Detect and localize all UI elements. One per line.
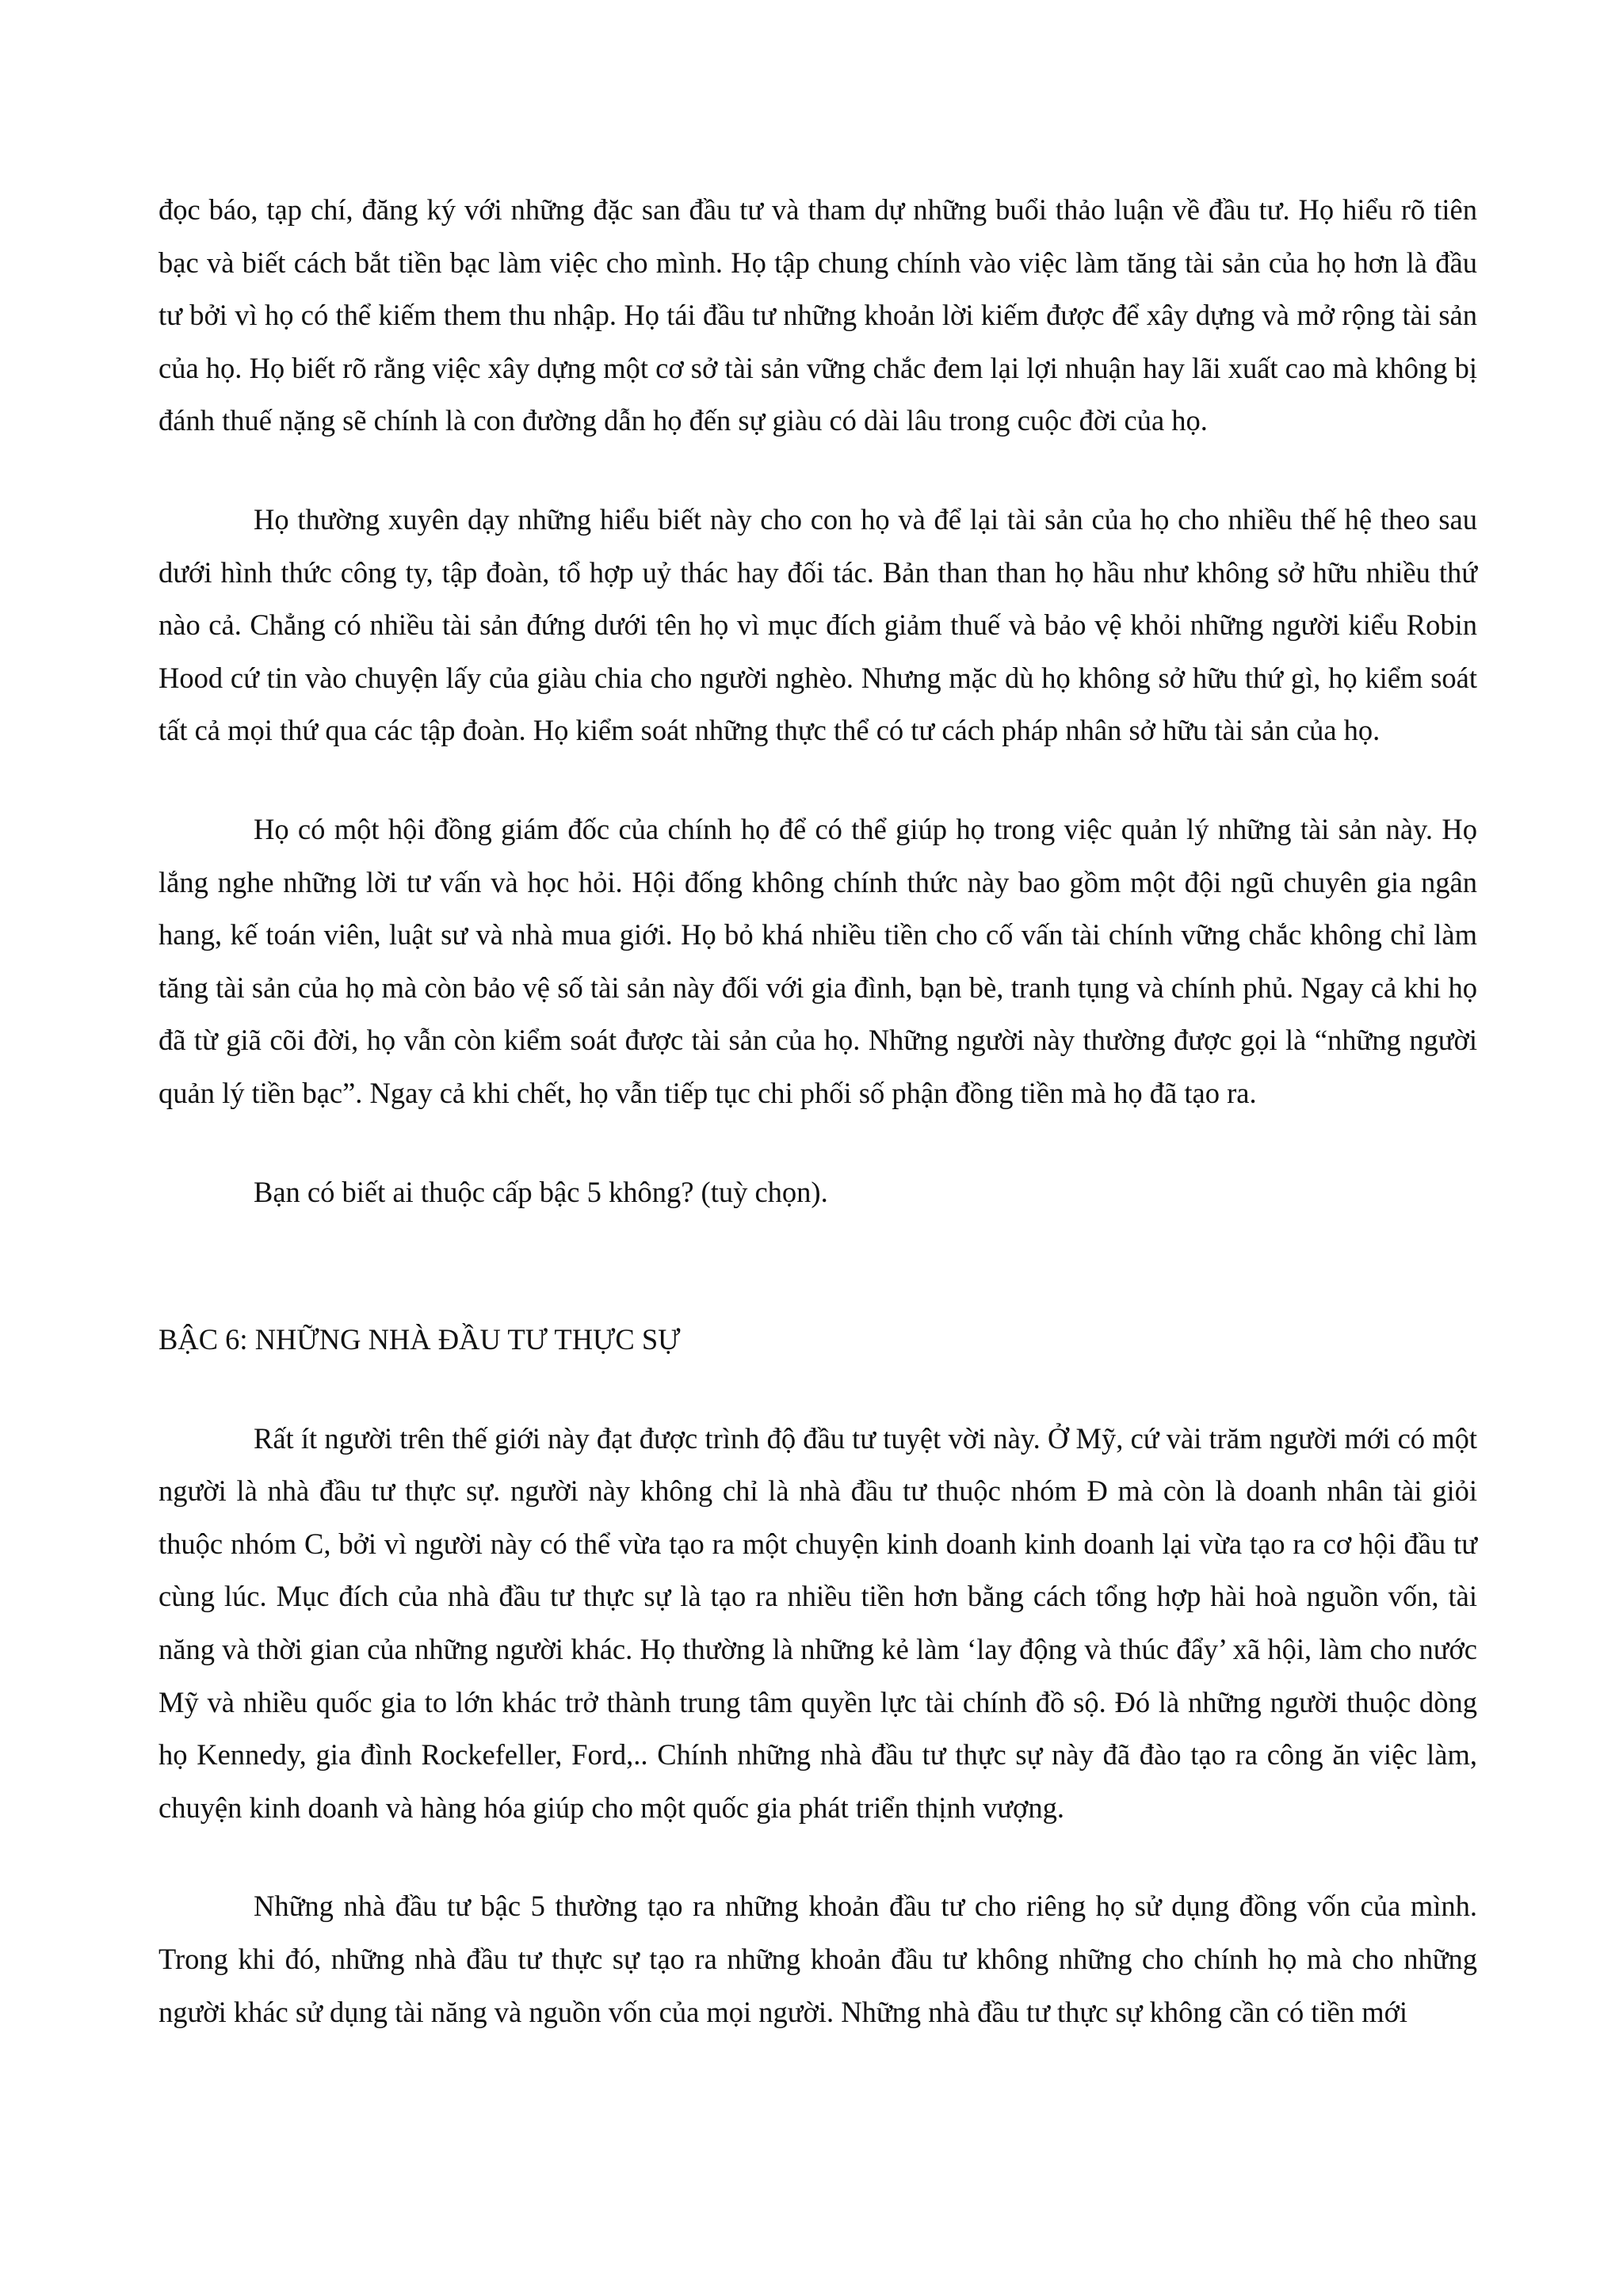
paragraph-level-5-vs-true: Những nhà đầu tư bậc 5 thường tạo ra những khoản đầu tư cho riêng họ sử dụng đồng vốn của mình. Trong khi đó, những nhà đầu tư thực sự tạo ra những khoản đầu tư không những cho chính họ mà cho những người khác sử dụng tài năng và nguồn vốn của mọi người. Những nhà đầu tư thực sự không cần có tiền mới <box>158 1890 1477 2028</box>
paragraph-true-investors: Rất ít người trên thế giới này đạt được trình độ đầu tư tuyệt vời này. Ở Mỹ, cứ vài trăm người mới có một người là nhà đầu tư thực sự. người này không chỉ là nhà đầu tư thuộc nhóm Đ mà còn là doanh nhân tài giỏi thuộc nhóm C, bởi vì người này có thể vừa tạo ra một chuyện kinh doanh kinh doanh lại vừa tạo ra cơ hội đầu tư cùng lúc. Mục đích của nhà đầu tư thực sự là tạo ra nhiều tiền hơn bằng cách tổng hợp hài hoà nguồn vốn, tài năng và thời gian của những người khác. Họ thường là những kẻ làm ‘lay động và thúc đẩy’ xã hội, làm cho nước Mỹ và nhiều quốc gia to lớn khác trở thành trung tâm quyền lực tài chính đồ sộ. Đó là những người thuộc dòng họ Kennedy, gia đình Rockefeller, Ford,.. Chính những nhà đầu tư thực sự này đã đào tạo ra công ăn việc làm, chuyện kinh doanh và hàng hóa giúp cho một quốc gia phát triển thịnh vượng. <box>158 1421 1477 1824</box>
paragraph-inheritance: Họ thường xuyên dạy những hiểu biết này cho con họ và để lại tài sản của họ cho nhiều thế hệ theo sau dưới hình thức công ty, tập đoàn, tổ hợp uỷ thác hay đối tác. Bản than than họ hầu như không sở hữu nhiều thứ nào cả. Chẳng có nhiều tài sản đứng dưới tên họ vì mục đích giảm thuế và bảo vệ khỏi những người kiểu Robin Hood cứ tin vào chuyện lấy của giàu chia cho người nghèo. Nhưng mặc dù họ không sở hữu thứ gì, họ kiểm soát tất cả mọi thứ qua các tập đoàn. Họ kiểm soát những thực thể có tư cách pháp nhân sở hữu tài sản của họ. <box>158 502 1477 747</box>
paragraph-question: Bạn có biết ai thuộc cấp bậc 5 không? (tuỳ chọn). <box>254 1175 828 1208</box>
paragraph-continuation: đọc báo, tạp chí, đăng ký với những đặc san đầu tư và tham dự những buổi thảo luận về đầu tư. Họ hiểu rõ tiên bạc và biết cách bắt tiền bạc làm việc cho mình. Họ tập chung chính vào việc làm tăng tài sản của họ hơn là đầu tư bởi vì họ có thể kiếm them thu nhập. Họ tái đầu tư những khoản lời kiếm được để xây dựng và mở rộng tài sản của họ. Họ biết rõ rằng việc xây dựng một cơ sở tài sản vững chắc đem lại lợi nhuận hay lãi xuất cao mà không bị đánh thuế nặng sẽ chính là con đường dẫn họ đến sự giàu có dài lâu trong cuộc đời của họ. <box>158 193 1477 437</box>
document-page <box>158 184 1477 2039</box>
paragraph-board-of-directors: Họ có một hội đồng giám đốc của chính họ để có thể giúp họ trong việc quản lý những tài sản này. Họ lắng nghe những lời tư vấn và học hỏi. Hội đống không chính thức này bao gồm một đội ngũ chuyên gia ngân hang, kế toán viên, luật sư và nhà mua giới. Họ bỏ khá nhiều tiền cho cố vấn tài chính vững chắc không chỉ làm tăng tài sản của họ mà còn bảo vệ số tài sản này đối với gia đình, bạn bè, tranh tụng và chính phủ. Ngay cả khi họ đã từ giã cõi đời, họ vẫn còn kiểm soát được tài sản của họ. Những người này thường được gọi là “những người quản lý tiền bạc”. Ngay cả khi chết, họ vẫn tiếp tục chi phối số phận đồng tiền mà họ đã tạo ra. <box>158 812 1477 1109</box>
section-heading: BẬC 6: NHỮNG NHÀ ĐẦU TƯ THỰC SỰ <box>158 1323 681 1356</box>
